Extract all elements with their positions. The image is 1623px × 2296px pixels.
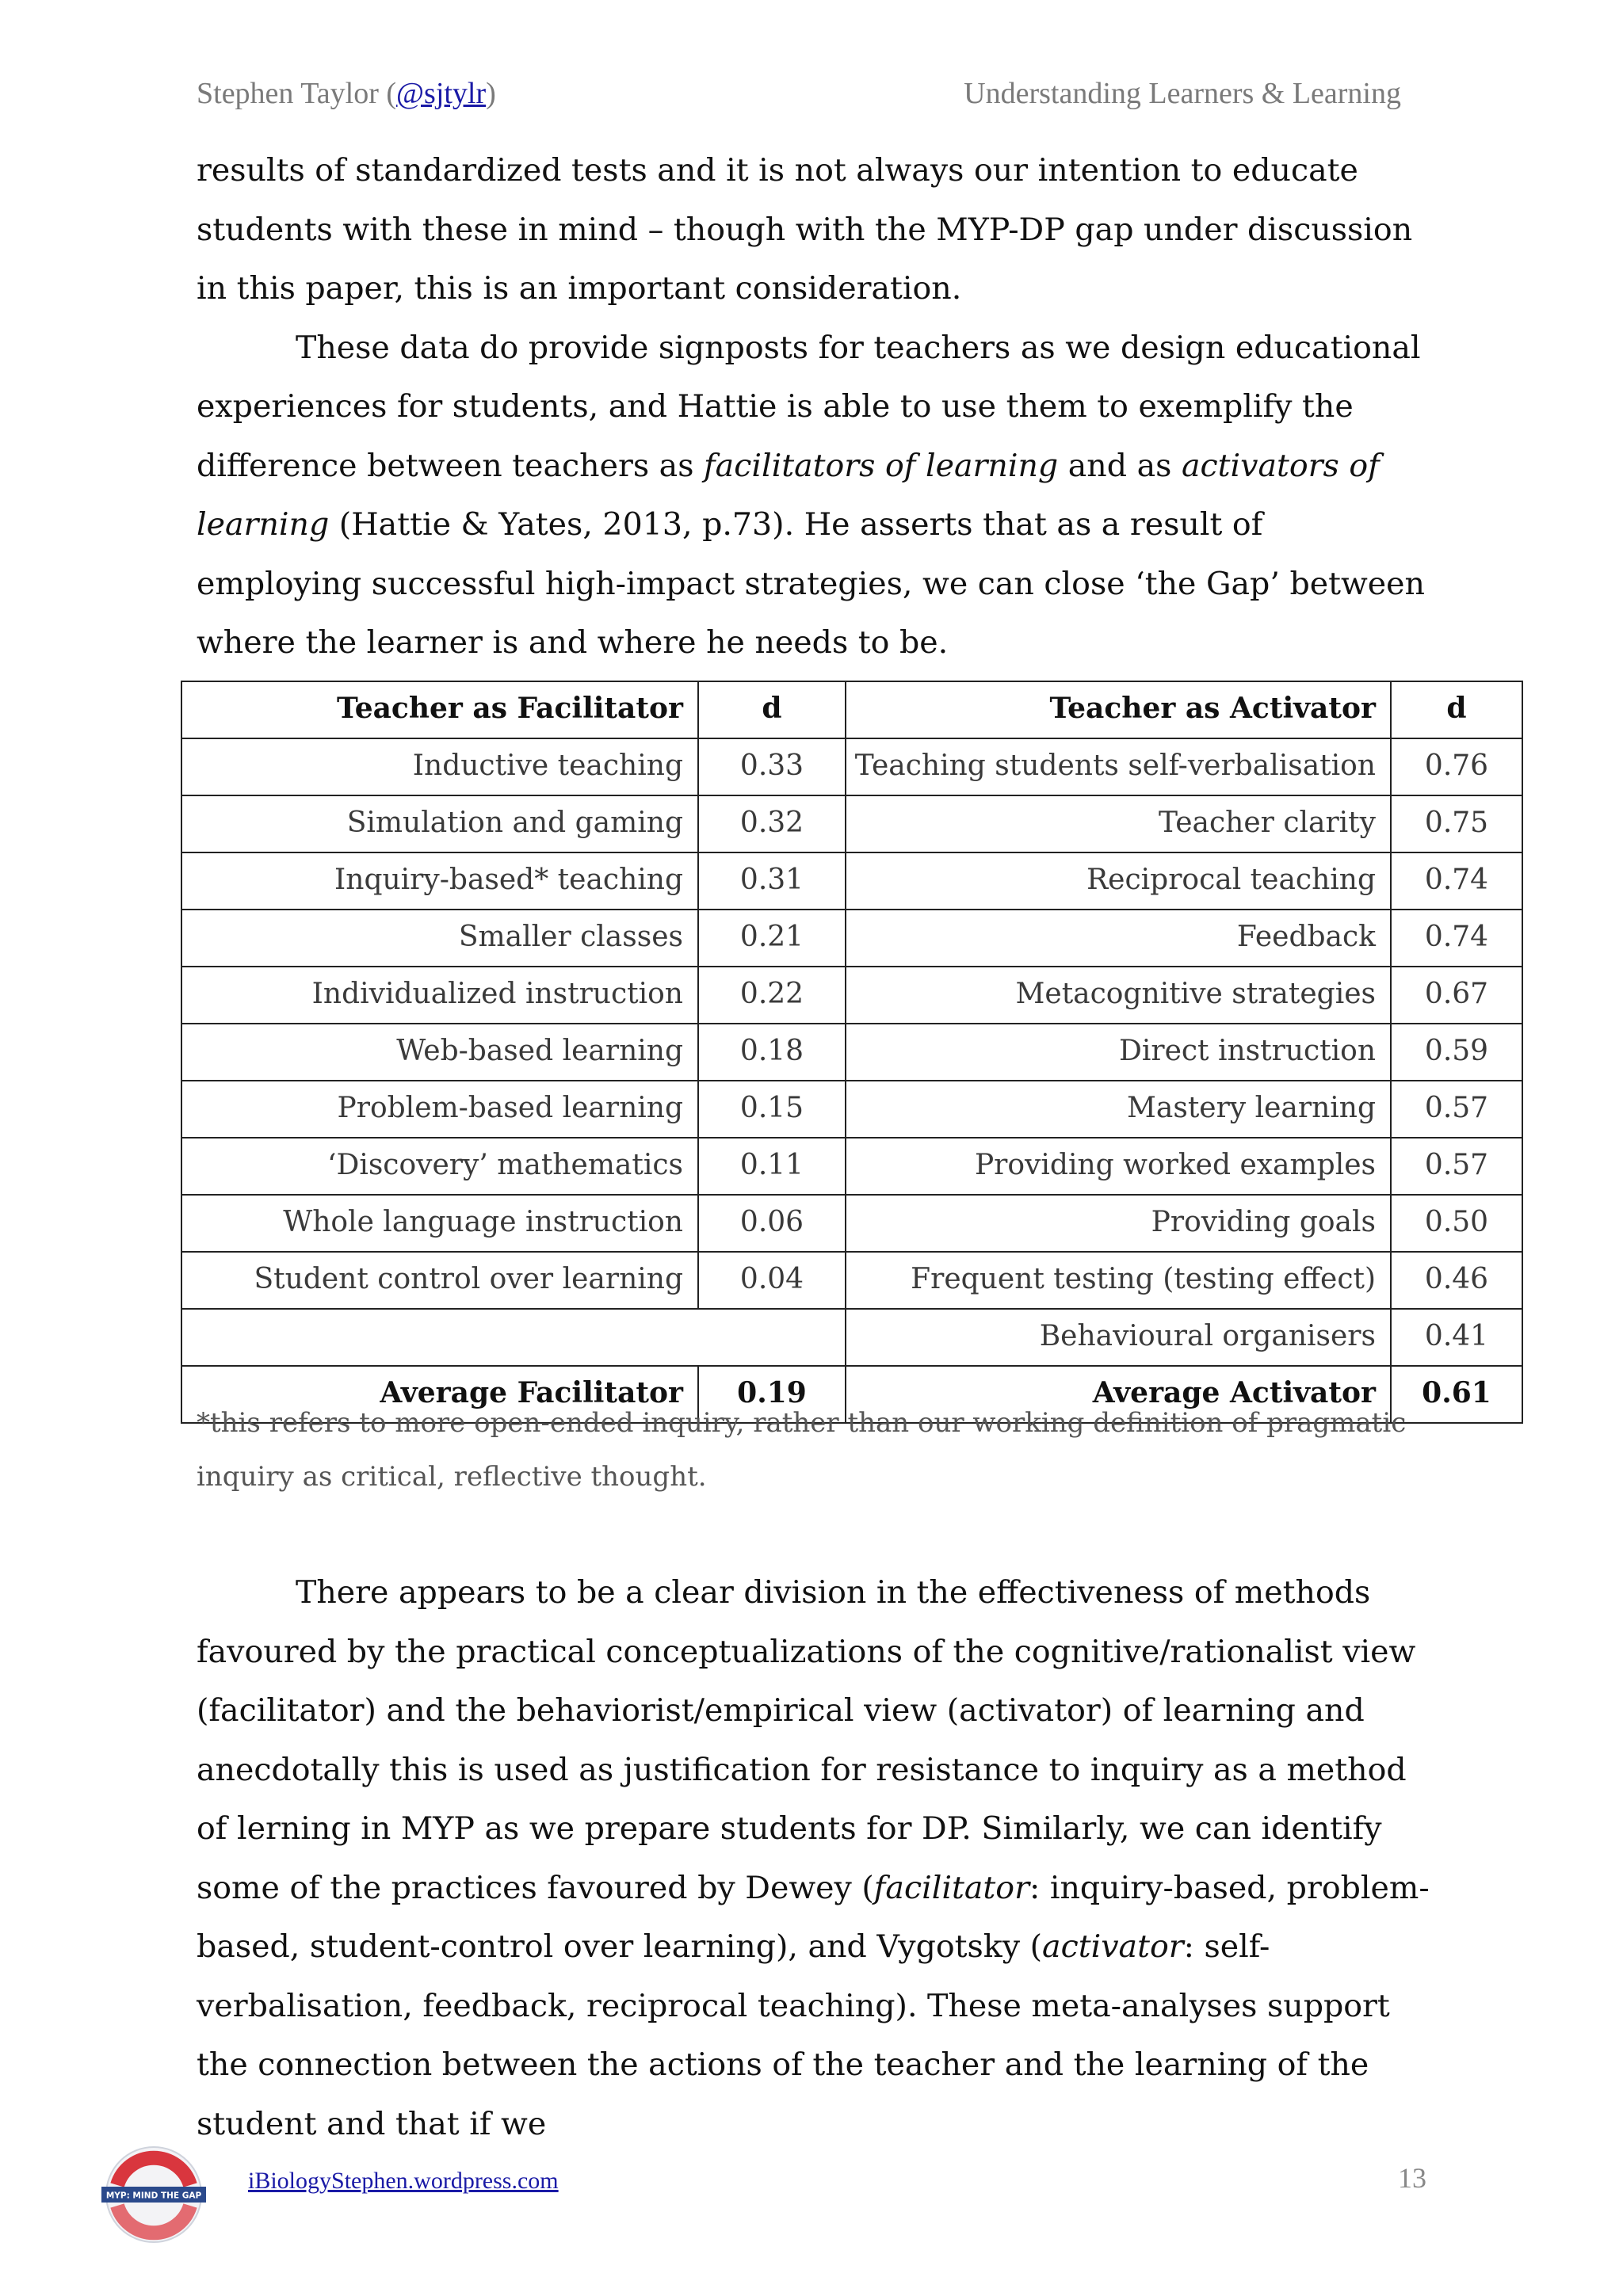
- activator-effect-size: 0.50: [1391, 1195, 1522, 1252]
- activator-method: Feedback: [846, 910, 1391, 967]
- paragraph-3: [197, 1563, 1433, 2153]
- facilitator-effect-size: 0.11: [698, 1138, 846, 1195]
- facilitator-method: Problem-based learning: [181, 1081, 698, 1138]
- table-row: [181, 1081, 1522, 1138]
- table-row: [181, 795, 1522, 852]
- page-number: 13: [1398, 2162, 1426, 2194]
- activator-method: Behavioural organisers: [846, 1309, 1391, 1366]
- average-activator-label: Average Activator: [846, 1366, 1391, 1423]
- p2-text-c: (Hattie & Yates, 2013, p.73). He asserts that as a result of employing successful high-impact strategies, we can close ‘the Gap’ between where the learner is and where he needs to be.: [197, 506, 1425, 661]
- empty-facilitator-cell: [181, 1309, 846, 1366]
- blog-link[interactable]: iBiologyStephen.wordpress.com: [248, 2168, 559, 2194]
- table-header-row: [181, 681, 1522, 738]
- activator-method: Teaching students self-verbalisation: [846, 738, 1391, 795]
- p2-text-b: and as: [1058, 447, 1182, 484]
- twitter-handle-link[interactable]: @sjtylr: [396, 77, 487, 110]
- facilitator-method: Smaller classes: [181, 910, 698, 967]
- facilitator-effect-size: 0.33: [698, 738, 846, 795]
- p3-text-b: : inquiry-based, problem-based, student-control over learning), and Vygotsky (: [197, 1869, 1430, 1965]
- p2-emphasis-activators: activators of learning: [197, 447, 1380, 543]
- facilitator-method: Whole language instruction: [181, 1195, 698, 1252]
- p3-emphasis-activator: activator: [1042, 1928, 1184, 1965]
- activator-method: Mastery learning: [846, 1081, 1391, 1138]
- table-row: [181, 967, 1522, 1024]
- average-activator-value: 0.61: [1391, 1366, 1522, 1423]
- p3-text-c: : self-verbalisation, feedback, reciprocal teaching). These meta-analyses support the connection between the actions of the teacher and the learning of the student and that if we: [197, 1928, 1390, 2142]
- activator-effect-size: 0.59: [1391, 1024, 1522, 1081]
- activator-effect-size: 0.74: [1391, 852, 1522, 910]
- activator-method: Direct instruction: [846, 1024, 1391, 1081]
- header-author: [197, 76, 496, 111]
- table-row: [181, 1195, 1522, 1252]
- facilitator-effect-size: 0.21: [698, 910, 846, 967]
- table-row: [181, 910, 1522, 967]
- table-row: [181, 852, 1522, 910]
- activator-method: Frequent testing (testing effect): [846, 1252, 1391, 1309]
- facilitator-method: Inquiry-based* teaching: [181, 852, 698, 910]
- activator-effect-size: 0.57: [1391, 1138, 1522, 1195]
- activator-effect-size: 0.74: [1391, 910, 1522, 967]
- facilitator-method: ‘Discovery’ mathematics: [181, 1138, 698, 1195]
- author-name: Stephen Taylor (: [197, 77, 397, 110]
- header-facilitator: Teacher as Facilitator: [181, 681, 698, 738]
- comparison-table: [181, 681, 1523, 1424]
- p2-emphasis-facilitators: facilitators of learning: [704, 447, 1059, 484]
- activator-method: Reciprocal teaching: [846, 852, 1391, 910]
- table-row: [181, 1024, 1522, 1081]
- table-row: [181, 1138, 1522, 1195]
- body-bottom: [197, 1563, 1433, 2153]
- table-footnote: *this refers to more open-ended inquiry, rather than our working definition of pragmatic inquiry as critical, reflective thought.: [197, 1407, 1407, 1493]
- activator-method: Teacher clarity: [846, 795, 1391, 852]
- p3-emphasis-facilitator: facilitator: [873, 1869, 1029, 1906]
- body-top: [197, 141, 1433, 673]
- facilitator-effect-size: 0.04: [698, 1252, 846, 1309]
- header-d-activator: d: [1391, 681, 1522, 738]
- facilitator-method: Student control over learning: [181, 1252, 698, 1309]
- facilitator-effect-size: 0.31: [698, 852, 846, 910]
- paragraph-1: results of standardized tests and it is not always our intention to educate students with these in mind – though with the MYP-DP gap under discussion in this paper, this is an important consideration.: [197, 152, 1413, 307]
- facilitator-method: Individualized instruction: [181, 967, 698, 1024]
- activator-method: Providing worked examples: [846, 1138, 1391, 1195]
- average-facilitator-label: Average Facilitator: [181, 1366, 698, 1423]
- header-title: Understanding Learners & Learning: [964, 77, 1401, 110]
- facilitator-method: Web-based learning: [181, 1024, 698, 1081]
- activator-method: Metacognitive strategies: [846, 967, 1391, 1024]
- activator-effect-size: 0.76: [1391, 738, 1522, 795]
- facilitator-effect-size: 0.32: [698, 795, 846, 852]
- activator-effect-size: 0.75: [1391, 795, 1522, 852]
- paragraph-2: [197, 318, 1433, 673]
- logo-text: MYP: MIND THE GAP: [105, 2191, 202, 2201]
- facilitator-effect-size: 0.22: [698, 967, 846, 1024]
- header-d-facilitator: d: [698, 681, 846, 738]
- table-row: [181, 1309, 1522, 1366]
- mind-the-gap-logo-icon: [100, 2141, 208, 2248]
- header-activator: Teacher as Activator: [846, 681, 1391, 738]
- average-facilitator-value: 0.19: [698, 1366, 846, 1423]
- table-row: [181, 738, 1522, 795]
- activator-effect-size: 0.41: [1391, 1309, 1522, 1366]
- p2-text-a: These data do provide signposts for teachers as we design educational experiences for students, and Hattie is able to use them to exemplify the difference between teachers as: [197, 329, 1421, 484]
- activator-effect-size: 0.57: [1391, 1081, 1522, 1138]
- activator-method: Providing goals: [846, 1195, 1391, 1252]
- p3-text-a: There appears to be a clear division in the effectiveness of methods favoured by the practical conceptualizations of the cognitive/rationalist view (facilitator) and the behaviorist/empirical view (activator) of learning and anecdotally this is used as justification for resistance to inquiry as a method of lerning in MYP as we prepare students for DP. Similarly, we can identify some of the practices favoured by Dewey (: [197, 1574, 1416, 1906]
- activator-effect-size: 0.67: [1391, 967, 1522, 1024]
- author-suffix: ): [486, 77, 496, 110]
- facilitator-method: Simulation and gaming: [181, 795, 698, 852]
- facilitator-effect-size: 0.18: [698, 1024, 846, 1081]
- facilitator-method: Inductive teaching: [181, 738, 698, 795]
- facilitator-effect-size: 0.15: [698, 1081, 846, 1138]
- facilitator-effect-size: 0.06: [698, 1195, 846, 1252]
- activator-effect-size: 0.46: [1391, 1252, 1522, 1309]
- table-row: [181, 1252, 1522, 1309]
